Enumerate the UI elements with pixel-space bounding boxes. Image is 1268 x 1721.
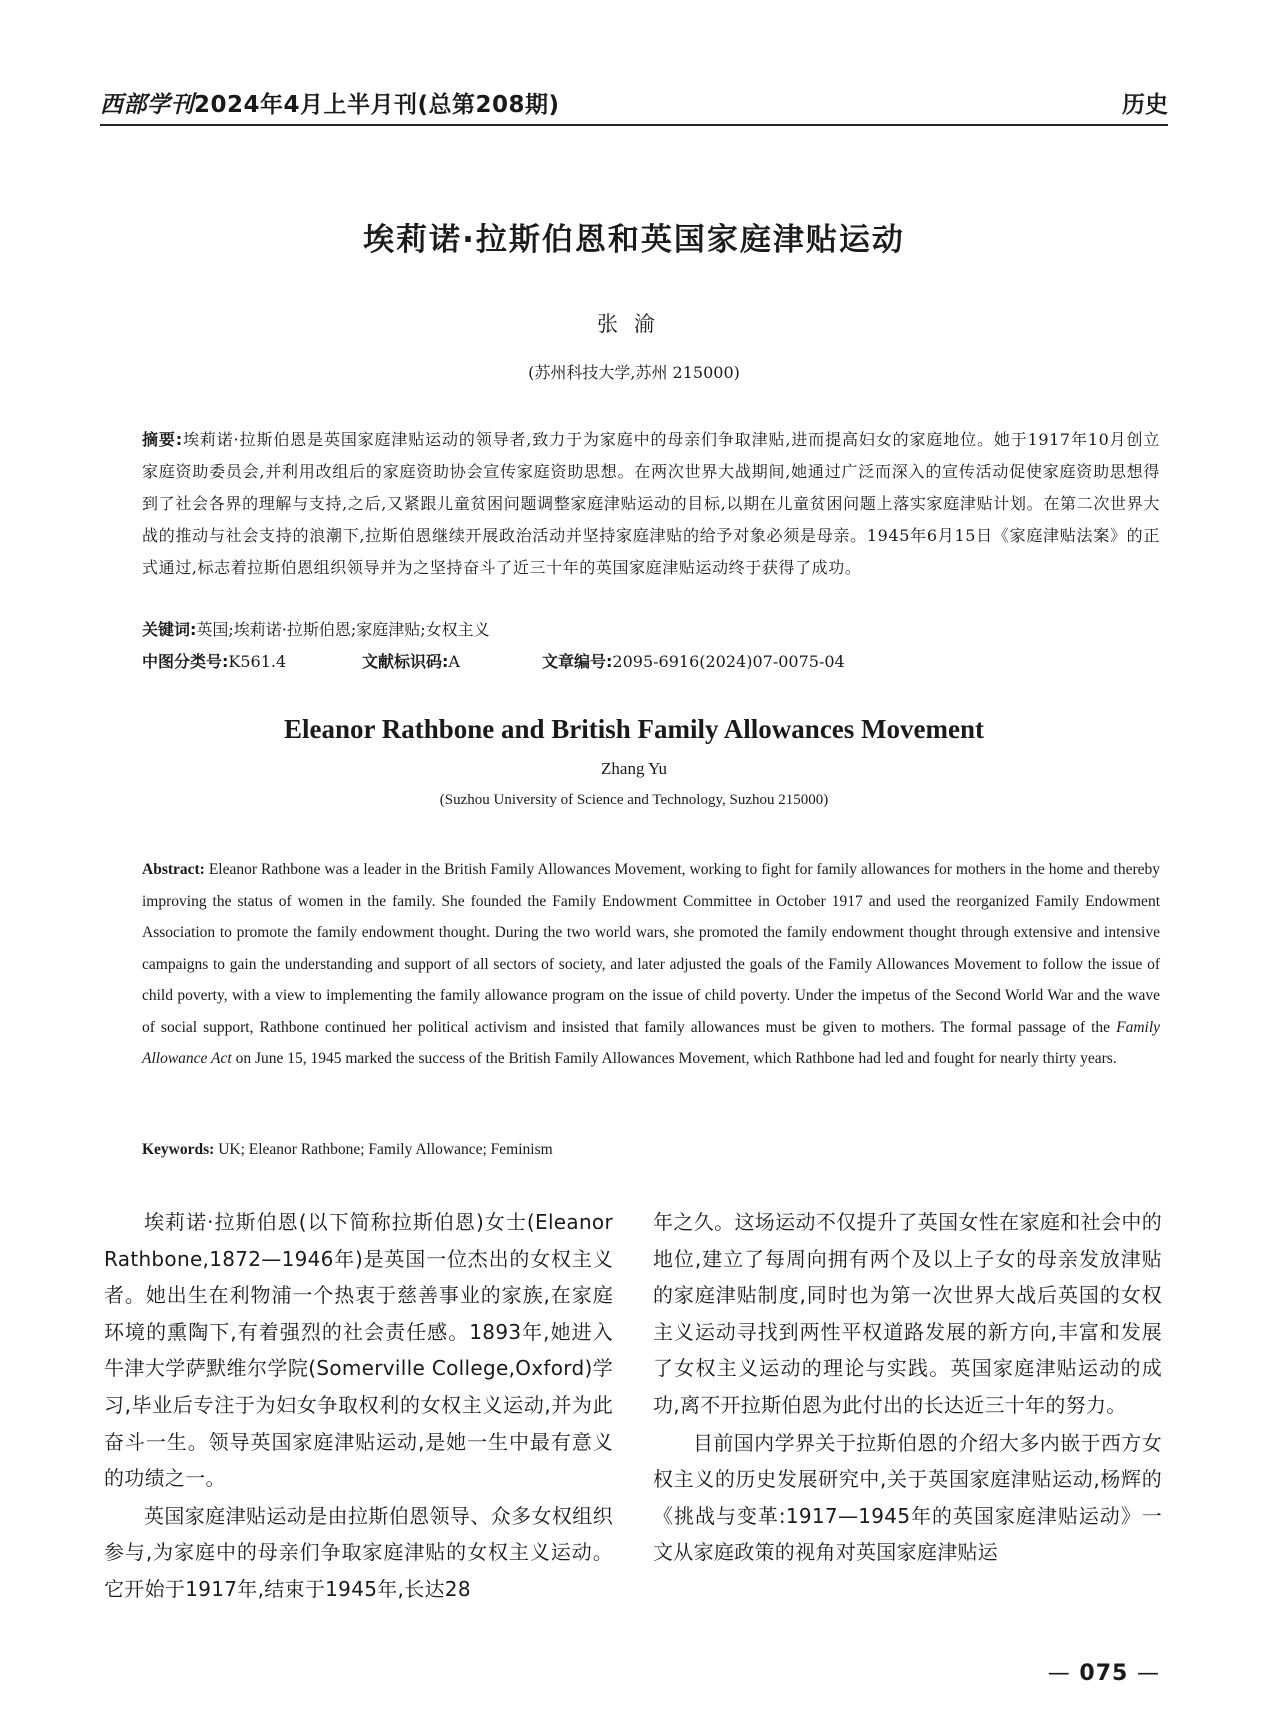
author-name-cn: 张渝 xyxy=(597,312,671,336)
issue-info: 2024年4月上半月刊(总第208期) xyxy=(194,92,560,118)
abstract-cn-text: 埃莉诺·拉斯伯恩是英国家庭津贴运动的领导者,致力于为家庭中的母亲们争取津贴,进而提高妇女的家庭地位。她于1917年10月创立家庭资助委员会,并利用改组后的家庭资助协会宣传家庭资助思想。在两次世界大战期间,她通过广泛而深入的宣传活动促使家庭资助思想得到了社会各界的理解与支持,之后,又紧跟儿童贫困问题调整家庭津贴运动的目标,以期在儿童贫困问题上落实家庭津贴计划。在第二次世界大战的推动与社会支持的浪潮下,拉斯伯恩继续开展政治活动并坚持家庭津贴的给予对象必须是母亲。1945年6月15日《家庭津贴法案》的正式通过,标志着拉斯伯恩组织领导并为之坚持奋斗了近三十年的英国家庭津贴运动终于获得了成功。 xyxy=(142,430,1160,577)
abstract-en-text-2: on June 15, 1945 marked the success of the British Family Allowances Movement, which Rathbone had led and fought for nearly thirty years. xyxy=(235,1050,1117,1067)
page-number-dash: — xyxy=(1047,1661,1071,1686)
clc-field xyxy=(142,648,286,676)
body-paragraph: 目前国内学界关于拉斯伯恩的介绍大多内嵌于西方女权主义的历史发展研究中,关于英国家庭津贴运动,杨辉的《挑战与变革:1917—1945年的英国家庭津贴运动》一文从家庭政策的视角对英国家庭津贴运 xyxy=(653,1430,1162,1565)
abstract-en-label: Abstract: xyxy=(142,861,205,878)
journal-issue xyxy=(100,86,560,119)
doc-code-label: 文献标识码: xyxy=(362,652,449,671)
keywords-en-text: UK; Eleanor Rathbone; Family Allowance; Feminism xyxy=(218,1141,553,1158)
article-title-en: Eleanor Rathbone and British Family Allowances Movement xyxy=(283,714,984,744)
abstract-cn xyxy=(142,424,1160,584)
keywords-cn xyxy=(142,616,1160,644)
keywords-cn-label: 关键词: xyxy=(142,620,197,639)
clc-label: 中图分类号: xyxy=(142,652,229,671)
page-number-dash: — xyxy=(1137,1661,1160,1686)
doc-code-value: A xyxy=(448,652,460,671)
body-paragraph: 英国家庭津贴运动是由拉斯伯恩领导、众多女权组织参与,为家庭中的母亲们争取家庭津贴的女权主义运动。它开始于1917年,结束于1945年,长达28 xyxy=(104,1503,613,1601)
article-no-field xyxy=(542,648,845,676)
body-paragraph: 年之久。这场运动不仅提升了英国女性在家庭和社会中的地位,建立了每周向拥有两个及以上子女的母亲发放津贴的家庭津贴制度,同时也为第一次世界大战后英国的女权主义运动寻找到两性平权道路发展的新方向,丰富和发展了女权主义运动的理论与实践。英国家庭津贴运动的成功,离不开拉斯伯恩为此付出的长达近三十年的努力。 xyxy=(653,1210,1162,1417)
body-paragraph: 埃莉诺·拉斯伯恩(以下简称拉斯伯恩)女士(Eleanor Rathbone,1872—1946年)是英国一位杰出的女权主义者。她出生在利物浦一个热衷于慈善事业的家族,在家庭环境的熏陶下,有着强烈的社会责任感。1893年,她进入牛津大学萨默维尔学院(Somerville College,Oxford)学习,毕业后专注于为妇女争取权利的女权主义运动,并为此奋斗一生。领导英国家庭津贴运动,是她一生中最有意义的功绩之一。 xyxy=(104,1210,613,1491)
keywords-en-label: Keywords: xyxy=(142,1141,215,1158)
affiliation-en: (Suzhou University of Science and Technology, Suzhou 215000) xyxy=(439,792,829,808)
section-tag: 历史 xyxy=(1122,92,1168,118)
running-header xyxy=(100,86,1168,126)
abstract-en xyxy=(142,854,1160,1075)
affiliation-cn: (苏州科技大学,苏州 215000) xyxy=(528,363,740,382)
abstract-cn-label: 摘要: xyxy=(142,430,183,449)
article-no-value: 2095-6916(2024)07-0075-04 xyxy=(612,652,845,671)
keywords-en xyxy=(142,1141,1160,1159)
body-column-right xyxy=(653,1204,1162,1572)
journal-logo: 西部学刊 xyxy=(100,91,194,118)
header-divider xyxy=(100,124,1168,126)
author-name-en: Zhang Yu xyxy=(601,759,667,778)
body-column-left xyxy=(104,1204,613,1609)
doc-code-field xyxy=(362,648,460,676)
page-number xyxy=(1048,1661,1160,1686)
article-no-label: 文章编号: xyxy=(542,652,613,671)
clc-value: K561.4 xyxy=(228,652,287,671)
abstract-en-text-1: Eleanor Rathbone was a leader in the British Family Allowances Movement, working to fight for family allowances for mothers in the home and thereby improving the status of women in the family. She founded the Family Endowment Committee in October 1917 and used the reorganized Family Endowment Association to promote the family endowment thought. During the two world wars, she promoted the family endowment thought through extensive and intensive campaigns to gain the understanding and support of all sectors of society, and later adjusted the goals of the Family Allowances Movement to follow the issue of child poverty, with a view to implementing the family allowance program on the issue of child poverty. Under the impetus of the Second World War and the wave of social support, Rathbone continued her political activism and insisted that family allowances must be given to mothers. The formal passage of the xyxy=(142,861,1161,1036)
page-number-value: 075 xyxy=(1079,1661,1129,1686)
act-name: Family Allowance Act xyxy=(142,1018,1161,1067)
article-title-cn: 埃莉诺·拉斯伯恩和英国家庭津贴运动 xyxy=(363,222,905,258)
keywords-cn-text: 英国;埃莉诺·拉斯伯恩;家庭津贴;女权主义 xyxy=(196,620,490,639)
